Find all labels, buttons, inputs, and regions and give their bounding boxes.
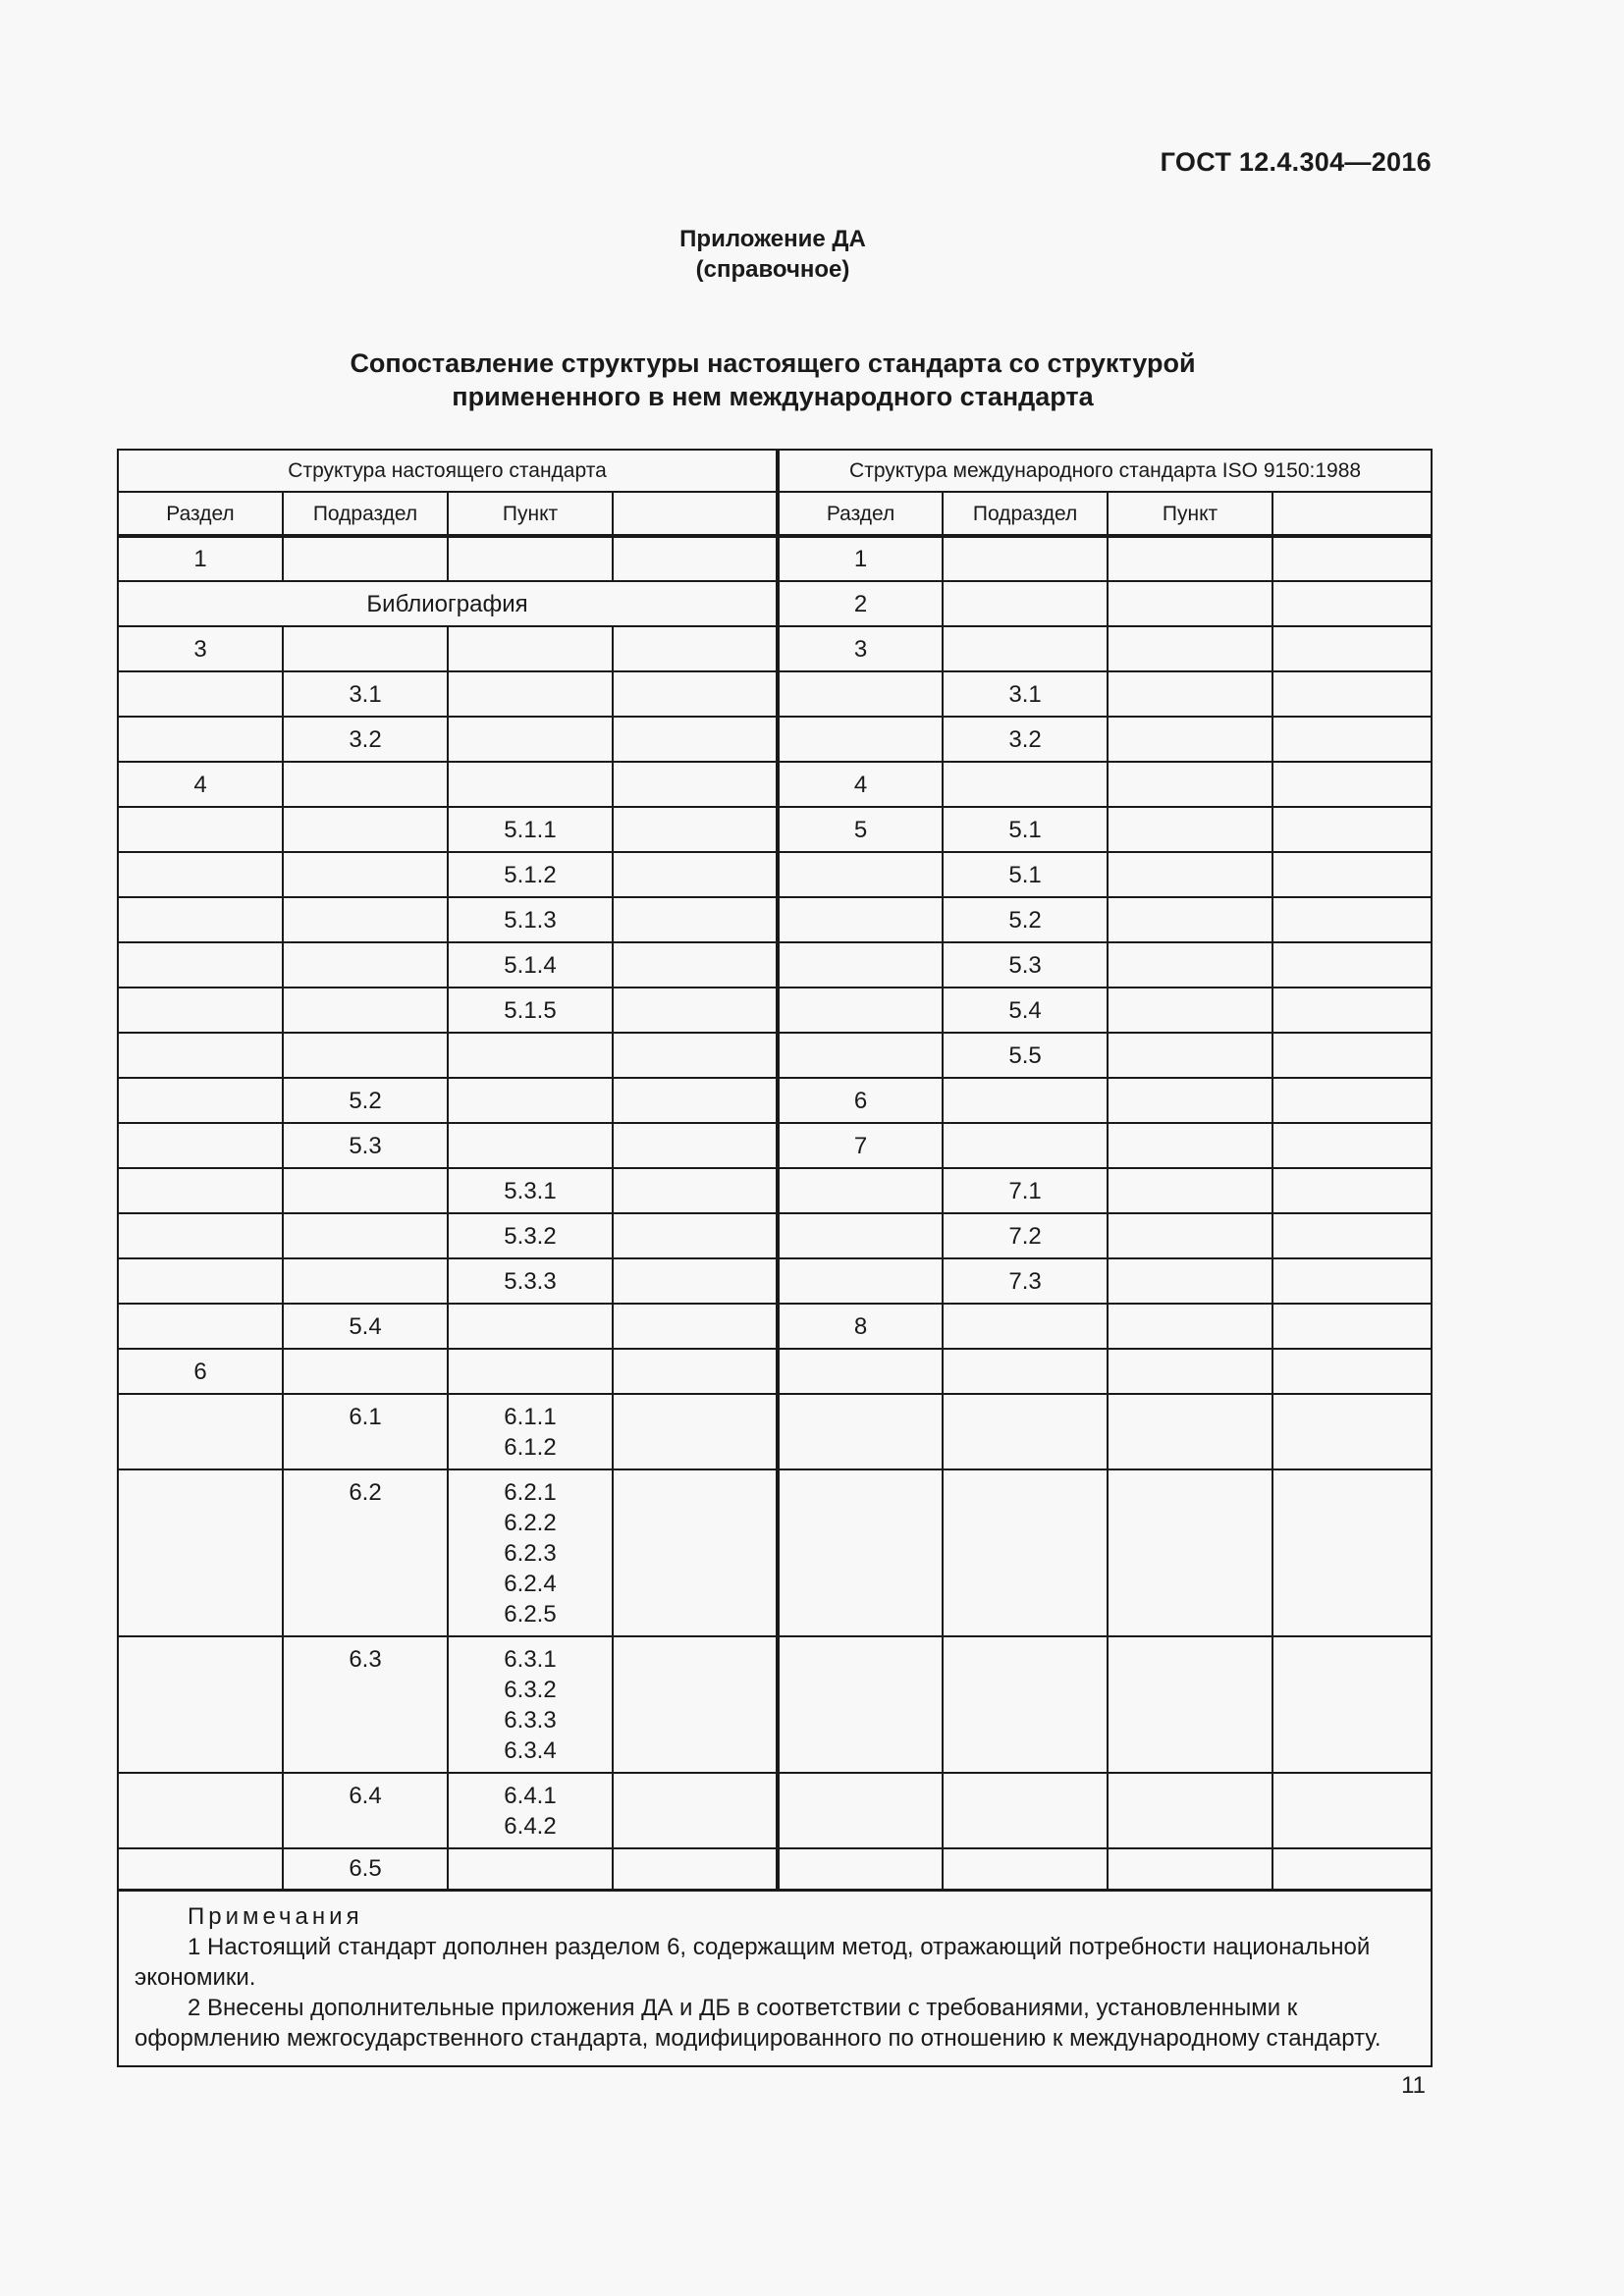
table-cell — [613, 1258, 778, 1304]
table-cell — [943, 1078, 1108, 1123]
table-row — [118, 1349, 1432, 1394]
table-cell — [613, 988, 778, 1033]
table-cell — [448, 1304, 613, 1349]
table-cell — [118, 1033, 283, 1078]
table-cell — [118, 1123, 283, 1168]
table-row — [118, 1213, 1432, 1258]
table-cell — [1272, 1848, 1432, 1890]
table-cell — [118, 717, 283, 762]
table-cell: 5.3.2 — [448, 1213, 613, 1258]
bibliography-cell: Библиография — [118, 581, 778, 626]
table-cell — [1108, 1469, 1272, 1636]
table-cell — [118, 807, 283, 852]
table-row — [118, 897, 1432, 942]
table-row — [118, 1123, 1432, 1168]
table-cell: 5.1.5 — [448, 988, 613, 1033]
item-number: 6.3.2 — [504, 1677, 557, 1703]
table-cell — [118, 1394, 283, 1469]
table-cell — [778, 988, 943, 1033]
table-cell — [1108, 988, 1272, 1033]
table-cell: 6.5 — [283, 1848, 448, 1890]
table-cell: 5.4 — [283, 1304, 448, 1349]
table-cell: 5.2 — [283, 1078, 448, 1123]
table-cell — [1108, 807, 1272, 852]
table-cell — [448, 1123, 613, 1168]
table-cell: 7.3 — [943, 1258, 1108, 1304]
table-cell — [1272, 1349, 1432, 1394]
table-cell — [778, 1168, 943, 1213]
table-cell — [283, 626, 448, 671]
table-cell: 3.1 — [943, 671, 1108, 717]
table-cell: 5.1 — [943, 852, 1108, 897]
table-row — [118, 1078, 1432, 1123]
table-cell — [1272, 717, 1432, 762]
table-cell — [1108, 717, 1272, 762]
table-cell — [448, 762, 613, 807]
table-cell — [448, 1469, 613, 1636]
table-cell — [943, 581, 1108, 626]
table-cell — [1272, 762, 1432, 807]
item-number: 6.2.3 — [504, 1540, 557, 1567]
table-cell — [118, 1078, 283, 1123]
item-number: 6.2.4 — [504, 1571, 557, 1597]
table-row — [118, 942, 1432, 988]
table-cell — [118, 1636, 283, 1773]
table-cell: 2 — [778, 581, 943, 626]
table-cell — [1272, 581, 1432, 626]
table-cell — [613, 626, 778, 671]
table-cell — [1108, 1394, 1272, 1469]
table-cell — [943, 1349, 1108, 1394]
table-cell — [1108, 1349, 1272, 1394]
table-row — [118, 1168, 1432, 1213]
table-cell — [1272, 1304, 1432, 1349]
col-header-item-intl: Пункт — [1108, 492, 1272, 536]
table-cell: 8 — [778, 1304, 943, 1349]
table-cell — [283, 1168, 448, 1213]
notes-title: Примечания — [188, 1902, 363, 1930]
table-cell — [448, 1394, 613, 1469]
table-cell — [613, 1304, 778, 1349]
group-header-international: Структура международного стандарта ISO 9150:1988 — [778, 450, 1432, 492]
table-cell — [118, 988, 283, 1033]
table-cell — [283, 897, 448, 942]
table-cell — [1272, 671, 1432, 717]
table-cell — [1272, 1636, 1432, 1773]
table-cell — [943, 1773, 1108, 1848]
table-cell — [118, 1848, 283, 1890]
table-cell: 5.5 — [943, 1033, 1108, 1078]
table-cell — [613, 1078, 778, 1123]
table-cell — [1272, 626, 1432, 671]
table-cell — [118, 942, 283, 988]
table-cell — [283, 762, 448, 807]
table-cell — [448, 1773, 613, 1848]
item-number: 6.1.1 — [504, 1404, 557, 1430]
item-number: 6.2.2 — [504, 1510, 557, 1536]
col-header-item: Пункт — [448, 492, 613, 536]
table-cell: 3.2 — [283, 717, 448, 762]
table-cell — [283, 1349, 448, 1394]
table-cell — [1272, 1394, 1432, 1469]
table-cell — [1272, 1469, 1432, 1636]
table-cell — [283, 1213, 448, 1258]
table-cell — [118, 1168, 283, 1213]
heading-line-1: Сопоставление структуры настоящего стандарта со структурой — [350, 348, 1196, 378]
table-cell — [1272, 1078, 1432, 1123]
table-cell — [1272, 1168, 1432, 1213]
col-header-section-intl: Раздел — [778, 492, 943, 536]
appendix-title: Приложение ДА — [679, 226, 866, 252]
table-cell: 5.1.3 — [448, 897, 613, 942]
table-row — [118, 1258, 1432, 1304]
table-cell: 7 — [778, 1123, 943, 1168]
table-cell — [778, 1469, 943, 1636]
table-cell — [613, 1033, 778, 1078]
table-row — [118, 717, 1432, 762]
table-cell — [1108, 762, 1272, 807]
col-header-blank — [613, 492, 778, 536]
item-number: 6.3.4 — [504, 1737, 557, 1764]
table-cell — [448, 1349, 613, 1394]
table-cell: 5.3.1 — [448, 1168, 613, 1213]
table-row — [118, 852, 1432, 897]
group-header-national: Структура настоящего стандарта — [118, 450, 778, 492]
table-cell: 5.2 — [943, 897, 1108, 942]
table-cell — [613, 1469, 778, 1636]
table-cell — [283, 988, 448, 1033]
table-row — [118, 581, 1432, 626]
table-cell: 5.1.1 — [448, 807, 613, 852]
page-number: 11 — [1401, 2072, 1426, 2099]
table-cell — [1272, 1258, 1432, 1304]
table-cell — [118, 852, 283, 897]
table-cell: 6.4 — [283, 1773, 448, 1848]
table-cell — [118, 1773, 283, 1848]
table-row — [118, 1469, 1432, 1636]
table-cell — [778, 1773, 943, 1848]
table-row — [118, 626, 1432, 671]
table-cell — [943, 1636, 1108, 1773]
col-header-subsection-intl: Подраздел — [943, 492, 1108, 536]
table-cell — [943, 1469, 1108, 1636]
table-cell: 3 — [778, 626, 943, 671]
table-cell — [283, 1033, 448, 1078]
item-number: 6.2.1 — [504, 1479, 557, 1506]
table-cell — [1108, 1168, 1272, 1213]
table-cell — [448, 1078, 613, 1123]
table-cell — [778, 717, 943, 762]
table-cell — [448, 536, 613, 581]
table-cell — [943, 762, 1108, 807]
table-cell — [1108, 581, 1272, 626]
table-cell — [1108, 1033, 1272, 1078]
table-cell — [613, 536, 778, 581]
table-row — [118, 807, 1432, 852]
table-cell — [1108, 1636, 1272, 1773]
note-item: 2 Внесены дополнительные приложения ДА и ДБ в соответствии с требованиями, установленными к оформлению межгосударственного стандарта, модифицированного по отношению к международному стандарту. — [135, 1994, 1381, 2052]
table-cell — [613, 1213, 778, 1258]
table-cell — [1108, 1848, 1272, 1890]
table-row — [118, 1848, 1432, 1890]
table-row — [118, 1033, 1432, 1078]
table-cell: 5.1.4 — [448, 942, 613, 988]
table-cell: 3.1 — [283, 671, 448, 717]
table-cell — [1108, 942, 1272, 988]
table-cell — [778, 852, 943, 897]
table-cell — [118, 1258, 283, 1304]
table-cell — [448, 717, 613, 762]
table-cell — [283, 536, 448, 581]
table-row — [118, 536, 1432, 581]
item-number: 6.3.3 — [504, 1707, 557, 1734]
item-number: 6.2.5 — [504, 1601, 557, 1628]
table-cell: 6.2 — [283, 1469, 448, 1636]
table-cell: 7.2 — [943, 1213, 1108, 1258]
table-cell — [1272, 988, 1432, 1033]
table-cell — [118, 671, 283, 717]
table-cell: 1 — [118, 536, 283, 581]
table-row — [118, 1773, 1432, 1848]
table-cell — [1108, 671, 1272, 717]
table-cell — [448, 1033, 613, 1078]
table-cell — [1108, 1123, 1272, 1168]
table-cell: 3.2 — [943, 717, 1108, 762]
table-cell — [283, 852, 448, 897]
table-row — [118, 1304, 1432, 1349]
table-row — [118, 988, 1432, 1033]
table-cell — [1272, 897, 1432, 942]
table-cell — [613, 1394, 778, 1469]
table-cell — [1272, 536, 1432, 581]
table-cell: 5.3.3 — [448, 1258, 613, 1304]
table-cell — [1108, 897, 1272, 942]
table-cell: 7.1 — [943, 1168, 1108, 1213]
table-cell — [613, 1123, 778, 1168]
table-cell — [778, 1848, 943, 1890]
table-cell — [283, 942, 448, 988]
table-cell: 5.3 — [283, 1123, 448, 1168]
appendix-subtitle: (справочное) — [695, 256, 850, 283]
table-cell — [1108, 1304, 1272, 1349]
table-cell — [613, 942, 778, 988]
table-cell — [448, 1636, 613, 1773]
table-cell — [613, 671, 778, 717]
table-row — [118, 1394, 1432, 1469]
table-cell: 5.4 — [943, 988, 1108, 1033]
table-cell — [778, 1033, 943, 1078]
table-cell — [778, 1213, 943, 1258]
table-cell: 1 — [778, 536, 943, 581]
note-item: 1 Настоящий стандарт дополнен разделом 6, содержащим метод, отражающий потребности национальной экономики. — [135, 1933, 1371, 1991]
table-cell: 5.1.2 — [448, 852, 613, 897]
table-cell — [1272, 807, 1432, 852]
table-cell: 5.1 — [943, 807, 1108, 852]
table-row — [118, 1636, 1432, 1773]
table-cell — [1108, 1078, 1272, 1123]
col-header-blank-intl — [1272, 492, 1432, 536]
table-cell — [943, 536, 1108, 581]
item-number: 6.4.2 — [504, 1813, 557, 1840]
heading-line-2: примененного в нем международного стандарта — [452, 382, 1094, 411]
table-cell — [1272, 942, 1432, 988]
table-cell — [613, 852, 778, 897]
table-cell — [1108, 852, 1272, 897]
table-cell — [1272, 1033, 1432, 1078]
table-cell — [1272, 1123, 1432, 1168]
table-cell — [1108, 1213, 1272, 1258]
table-cell — [778, 1636, 943, 1773]
table-cell — [613, 1636, 778, 1773]
comparison-table — [117, 449, 1433, 2067]
table-group-header-row — [118, 450, 1432, 492]
table-cell — [1272, 852, 1432, 897]
appendix-title-block — [0, 224, 1545, 285]
item-number: 6.1.2 — [504, 1434, 557, 1461]
table-cell — [778, 1349, 943, 1394]
table-cell: 4 — [118, 762, 283, 807]
table-cell — [1108, 1258, 1272, 1304]
table-cell — [613, 717, 778, 762]
table-cell: 3 — [118, 626, 283, 671]
table-cell: 4 — [778, 762, 943, 807]
table-cell: 6 — [118, 1349, 283, 1394]
table-cell — [118, 1304, 283, 1349]
table-cell: 6 — [778, 1078, 943, 1123]
table-cell: 5.3 — [943, 942, 1108, 988]
col-header-subsection: Подраздел — [283, 492, 448, 536]
item-number: 6.4.1 — [504, 1783, 557, 1809]
table-cell — [1108, 536, 1272, 581]
table-cell — [118, 897, 283, 942]
table-cell — [943, 1848, 1108, 1890]
table-row — [118, 671, 1432, 717]
table-cell — [613, 1773, 778, 1848]
table-cell: 5 — [778, 807, 943, 852]
table-cell — [778, 1258, 943, 1304]
table-cell — [283, 807, 448, 852]
table-cell — [943, 1304, 1108, 1349]
table-cell — [613, 897, 778, 942]
table-cell — [118, 1213, 283, 1258]
table-cell: 6.3 — [283, 1636, 448, 1773]
structure-comparison-table — [117, 449, 1431, 2067]
table-cell — [943, 1123, 1108, 1168]
col-header-section: Раздел — [118, 492, 283, 536]
table-cell — [448, 671, 613, 717]
table-cell — [778, 897, 943, 942]
table-cell — [778, 671, 943, 717]
table-cell — [1108, 1773, 1272, 1848]
table-cell — [778, 942, 943, 988]
table-cell — [943, 626, 1108, 671]
table-cell — [448, 626, 613, 671]
table-cell — [1272, 1213, 1432, 1258]
table-row — [118, 762, 1432, 807]
table-cell — [613, 1848, 778, 1890]
table-cell — [1272, 1773, 1432, 1848]
table-cell — [943, 1394, 1108, 1469]
table-cell — [613, 1349, 778, 1394]
notes-cell — [118, 1890, 1432, 2066]
table-cell — [778, 1394, 943, 1469]
table-cell: 6.1 — [283, 1394, 448, 1469]
page-heading — [0, 347, 1545, 413]
table-column-header-row — [118, 492, 1432, 536]
notes-row — [118, 1890, 1432, 2066]
table-cell — [448, 1848, 613, 1890]
document-code: ГОСТ 12.4.304—2016 — [1160, 147, 1432, 177]
table-cell — [1108, 626, 1272, 671]
table-cell — [613, 1168, 778, 1213]
table-cell — [283, 1258, 448, 1304]
item-number: 6.3.1 — [504, 1646, 557, 1673]
table-cell — [613, 762, 778, 807]
table-cell — [118, 1469, 283, 1636]
table-cell — [613, 807, 778, 852]
